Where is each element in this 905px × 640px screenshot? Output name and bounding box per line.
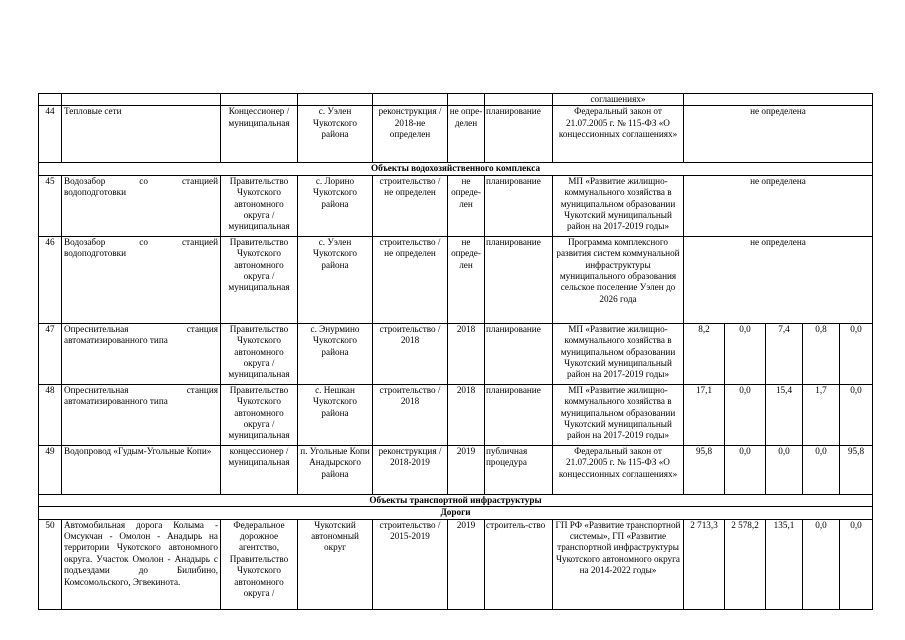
object-name: Автомобильная дорога Колыма - Омсукчан - Омолон - Анадырь на территории Чукотского автономного округа. Участок Омолон - Анадырь с подъездами до Билибино, Комсомольского, Эгвекинота. xyxy=(62,519,221,609)
subsection-roads xyxy=(39,507,873,519)
ownership-type: Федеральное дорожное агентство, Правительство Чукотского автономного округа / xyxy=(221,519,298,609)
completion-year: 2019 xyxy=(448,445,485,494)
funding-value: 95,8 xyxy=(684,445,725,494)
object-name: Водозабор со станцией водоподготовки xyxy=(62,175,221,236)
funding-value: 2 578,2 xyxy=(725,519,766,609)
completion-year: не опре-делен xyxy=(448,106,485,163)
funding-value: 0,0 xyxy=(840,323,873,384)
stage: публичная процедура xyxy=(485,445,553,494)
funding-value: 0,8 xyxy=(803,323,840,384)
work-type: реконструкция / 2018-2019 xyxy=(373,445,448,494)
ownership-type: концессионер / муниципальная xyxy=(221,445,298,494)
legal-basis: ГП РФ «Развитие транспортной системы», ГП «Развитие транспортной инфраструктуры Чукотского автономного округа на 2014-2022 годы» xyxy=(553,519,684,609)
table-row xyxy=(39,106,873,163)
ownership-type: Правительство Чукотского автономного округа / муниципальная xyxy=(221,175,298,236)
legal-basis: Федеральный закон от 21.07.2005 г. № 115-ФЗ «О концессионных соглашениях» xyxy=(553,445,684,494)
funding-value: 0,0 xyxy=(766,445,803,494)
stage: планирование xyxy=(485,323,553,384)
funding-status: не определена xyxy=(684,175,873,236)
funding-value: 2 713,3 xyxy=(684,519,725,609)
legal-basis: Федеральный закон от 21.07.2005 г. № 115-ФЗ «О концессионных соглашениях» xyxy=(553,106,684,163)
funding-value: 15,4 xyxy=(766,384,803,445)
work-type: строительство / не определен xyxy=(373,175,448,236)
ownership-type: Правительство Чукотского автономного округа / муниципальная xyxy=(221,384,298,445)
table-row xyxy=(39,384,873,445)
legal-basis: МП «Развитие жилищно-коммунального хозяйства в муниципальном образовании Чукотский муниципальный район на 2017-2019 годы» xyxy=(553,384,684,445)
projects-table xyxy=(38,93,873,610)
completion-year: 2019 xyxy=(448,519,485,609)
funding-value: 0,0 xyxy=(840,384,873,445)
row-number: 49 xyxy=(39,445,62,494)
work-type: строительство / 2018 xyxy=(373,323,448,384)
legal-basis: МП «Развитие жилищно-коммунального хозяйства в муниципальном образовании Чукотский муниципальный район на 2017-2019 годы» xyxy=(553,175,684,236)
row-number: 48 xyxy=(39,384,62,445)
ownership-type: Правительство Чукотского автономного округа / муниципальная xyxy=(221,236,298,323)
object-name: Водозабор со станцией водоподготовки xyxy=(62,236,221,323)
stage: планирование xyxy=(485,384,553,445)
funding-value: 7,4 xyxy=(766,323,803,384)
stage: планирование xyxy=(485,236,553,323)
stage: планирование xyxy=(485,175,553,236)
table-row xyxy=(39,236,873,323)
completion-year: не опреде-лен xyxy=(448,175,485,236)
funding-value: 17,1 xyxy=(684,384,725,445)
funding-value: 0,0 xyxy=(803,445,840,494)
table-row xyxy=(39,94,873,106)
section-transport xyxy=(39,494,873,506)
object-name: Опреснительная станция автоматизированного типа xyxy=(62,384,221,445)
work-type: строительство / 2015-2019 xyxy=(373,519,448,609)
location: п. Угольные Копи Анадырского района xyxy=(298,445,373,494)
funding-value: 1,7 xyxy=(803,384,840,445)
funding-status: не определена xyxy=(684,236,873,323)
funding-value: 0,0 xyxy=(840,519,873,609)
table-row xyxy=(39,519,873,609)
section-title: Объекты водохозяйственного комплекса xyxy=(39,163,873,175)
section-title: Дороги xyxy=(39,507,873,519)
funding-value: 0,0 xyxy=(725,323,766,384)
completion-year: 2018 xyxy=(448,384,485,445)
ownership-type: Концессионер / муниципальная xyxy=(221,106,298,163)
location: с. Лорино Чукотского района xyxy=(298,175,373,236)
funding-value: 135,1 xyxy=(766,519,803,609)
section-title: Объекты транспортной инфраструктуры xyxy=(39,494,873,506)
legal-basis: соглашениях» xyxy=(553,94,684,106)
table-row xyxy=(39,175,873,236)
funding-value: 0,0 xyxy=(803,519,840,609)
row-number: 50 xyxy=(39,519,62,609)
legal-basis: МП «Развитие жилищно-коммунального хозяйства в муниципальном образовании Чукотский муниципальный район на 2017-2019 годы» xyxy=(553,323,684,384)
object-name: Водопровод «Гудым-Угольные Копи» xyxy=(62,445,221,494)
funding-value: 0,0 xyxy=(725,445,766,494)
ownership-type: Правительство Чукотского автономного округа / муниципальная xyxy=(221,323,298,384)
funding-value: 0,0 xyxy=(725,384,766,445)
funding-value: 95,8 xyxy=(840,445,873,494)
section-water xyxy=(39,163,873,175)
table-row xyxy=(39,323,873,384)
object-name: Опреснительная станция автоматизированного типа xyxy=(62,323,221,384)
stage: планирование xyxy=(485,106,553,163)
legal-basis: Программа комплексного развития систем коммунальной инфраструктуры муниципального образования сельское поселение Уэлен до 2026 года xyxy=(553,236,684,323)
row-number: 47 xyxy=(39,323,62,384)
location: с. Уэлен Чукотского района xyxy=(298,236,373,323)
row-number: 46 xyxy=(39,236,62,323)
location: Чукотский автономный округ xyxy=(298,519,373,609)
work-type: строительство / 2018 xyxy=(373,384,448,445)
location: с. Энурмино Чукотского района xyxy=(298,323,373,384)
stage: строитель-ство xyxy=(485,519,553,609)
work-type: строительство / не определен xyxy=(373,236,448,323)
work-type: реконструкция / 2018-не определен xyxy=(373,106,448,163)
funding-value: 8,2 xyxy=(684,323,725,384)
row-number: 45 xyxy=(39,175,62,236)
table-row xyxy=(39,445,873,494)
object-name: Тепловые сети xyxy=(62,106,221,163)
row-number: 44 xyxy=(39,106,62,163)
funding-status: не определена xyxy=(684,106,873,163)
location: с. Нешкан Чукотского района xyxy=(298,384,373,445)
completion-year: 2018 xyxy=(448,323,485,384)
location: с. Уэлен Чукотского района xyxy=(298,106,373,163)
completion-year: не опреде-лен xyxy=(448,236,485,323)
